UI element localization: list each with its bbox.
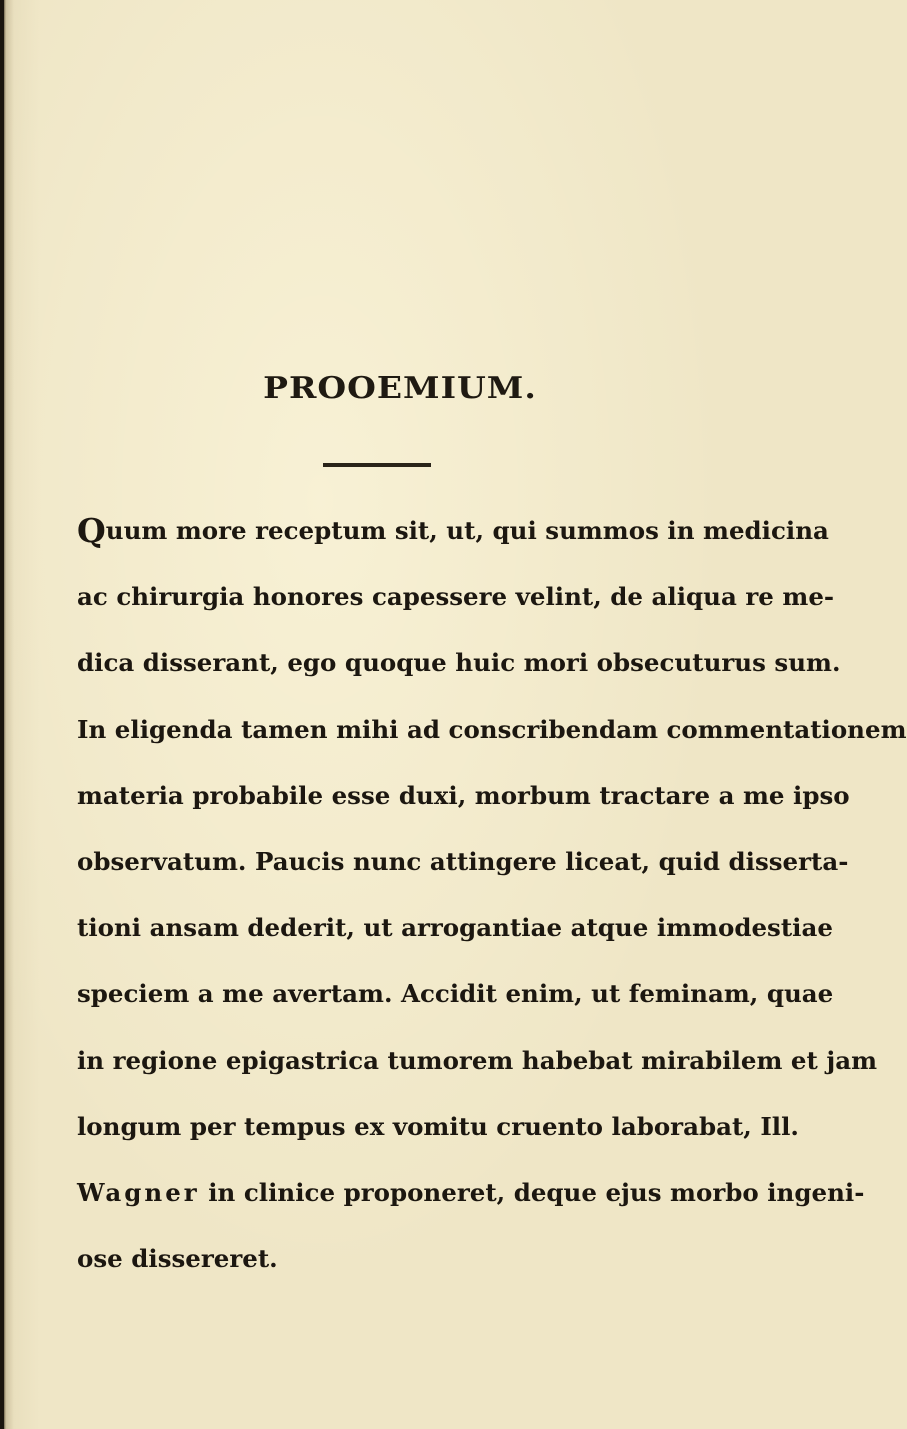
- author-name-wagner: Wagner: [77, 1177, 200, 1207]
- text-line-12: ose dissereret.: [77, 1244, 278, 1274]
- text-line-7: tioni ansam dederit, ut arrogantiae atque immodestiae: [77, 913, 833, 943]
- text-line-5: materia probabile esse duxi, morbum tractare a me ipso: [77, 780, 850, 810]
- text-line-4: In eligenda tamen mihi ad conscribendam commentationem: [77, 714, 907, 744]
- text-line-3: dica disserant, ego quoque huic mori obsecuturus sum.: [77, 648, 841, 678]
- text-line-2: ac chirurgia honores capessere velint, de aliqua re me-: [77, 582, 835, 612]
- text-line-6: observatum. Paucis nunc attingere liceat, quid disserta-: [77, 846, 849, 876]
- body-text: [77, 498, 907, 1292]
- text-line-10: longum per tempus ex vomitu cruento laborabat, Ill.: [77, 1111, 799, 1141]
- title-rule-divider: [323, 463, 431, 467]
- text-line-11-rest: in clinice proponeret, deque ejus morbo ingeni-: [208, 1177, 865, 1207]
- initial-letter: Q: [77, 511, 106, 550]
- page-binding-edge: [0, 0, 4, 1429]
- text-line-9: in regione epigastrica tumorem habebat mirabilem et jam: [77, 1045, 878, 1075]
- text-line-1-rest: uum more receptum sit, ut, qui summos in medicina: [105, 516, 829, 545]
- section-title: PROOEMIUM.: [263, 369, 537, 406]
- text-line-11: [77, 1160, 865, 1226]
- text-line-1: [77, 498, 829, 564]
- text-line-8: speciem a me avertam. Accidit enim, ut feminam, quae: [77, 979, 834, 1009]
